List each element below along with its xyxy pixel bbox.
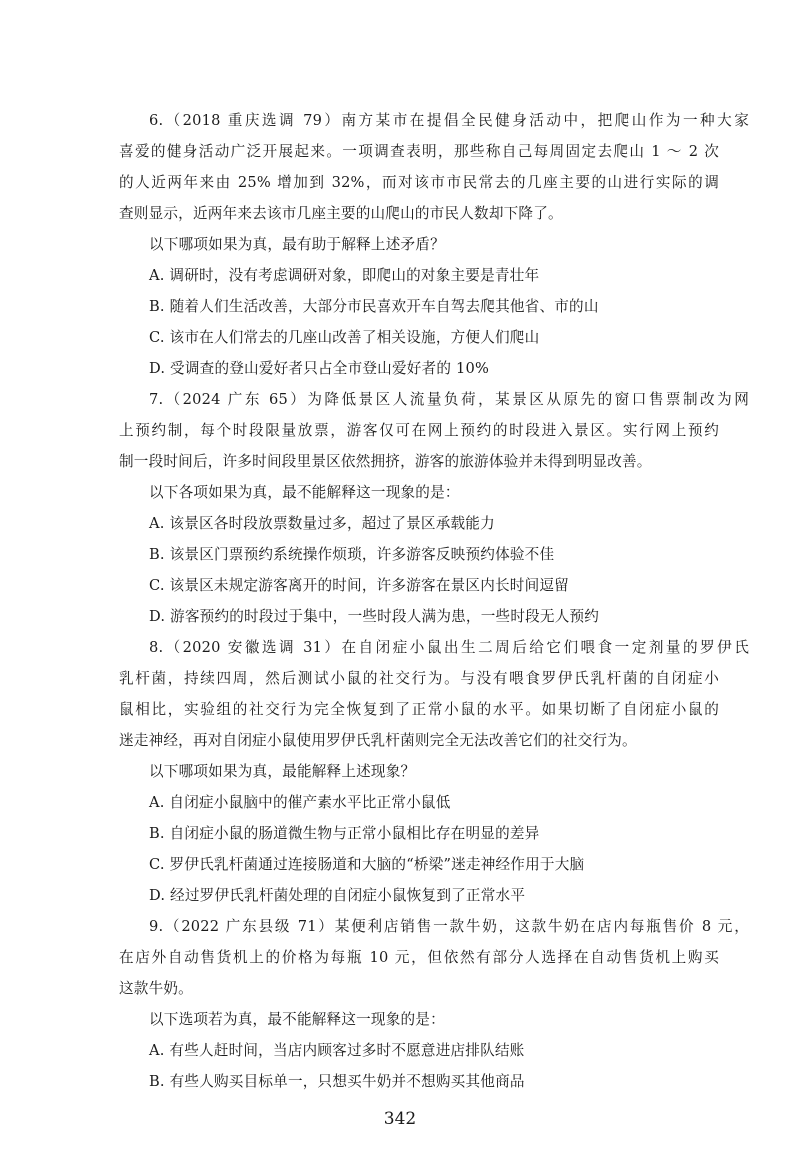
question-7-prompt: 以下各项如果为真，最不能解释这一现象的是： — [149, 484, 460, 501]
question-6-option-a: A. 调研时，没有考虑调研对象，即爬山的对象主要是青壮年 — [149, 267, 540, 284]
question-8-stem-line-1: 8.（2020 安徽选调 31）在自闭症小鼠出生二周后给它们喂食一定剂量的罗伊氏 — [149, 639, 749, 656]
question-9-stem-line-1: 9.（2022 广东县级 71）某便利店销售一款牛奶，这款牛奶在店内每瓶售价 8 元， — [149, 918, 749, 935]
question-9-option-b: B. 有些人购买目标单一，只想买牛奶并不想购买其他商品 — [149, 1073, 525, 1090]
question-8-stem-line-3: 鼠相比，实验组的社交行为完全恢复到了正常小鼠的水平。如果切断了自闭症小鼠的 — [119, 701, 719, 718]
question-7-option-b: B. 该景区门票预约系统操作烦琐，许多游客反映预约体验不佳 — [149, 546, 555, 563]
question-6-option-c: C. 该市在人们常去的几座山改善了相关设施，方便人们爬山 — [149, 329, 540, 346]
question-7-option-c: C. 该景区未规定游客离开的时间，许多游客在景区内长时间逗留 — [149, 577, 569, 594]
question-6-stem-line-3: 的人近两年来由 25% 增加到 32%，而对该市市民常去的几座主要的山进行实际的调 — [119, 174, 719, 191]
question-6-stem-line-4: 查则显示，近两年来去该市几座主要的山爬山的市民人数却下降了。 — [119, 205, 563, 222]
page-number: 342 — [383, 1109, 417, 1129]
question-8-option-d: D. 经过罗伊氏乳杆菌处理的自闭症小鼠恢复到了正常水平 — [149, 887, 526, 904]
question-6-option-d: D. 受调查的登山爱好者只占全市登山爱好者的 10% — [149, 360, 490, 377]
question-7-stem-line-1: 7.（2024 广东 65）为降低景区人流量负荷，某景区从原先的窗口售票制改为网 — [149, 391, 749, 408]
question-9-option-a: A. 有些人赶时间，当店内顾客过多时不愿意进店排队结账 — [149, 1042, 525, 1059]
question-6-prompt: 以下哪项如果为真，最有助于解释上述矛盾？ — [149, 236, 445, 253]
question-6-stem-line-1: 6.（2018 重庆选调 79）南方某市在提倡全民健身活动中，把爬山作为一种大家 — [149, 112, 749, 129]
question-9-stem-line-2: 在店外自动售货机上的价格为每瓶 10 元，但依然有部分人选择在自动售货机上购买 — [119, 949, 719, 966]
question-9-stem-line-3: 这款牛奶。 — [119, 980, 193, 997]
question-6-stem-line-2: 喜爱的健身活动广泛开展起来。一项调查表明，那些称自己每周固定去爬山 1 ～ 2 次 — [119, 143, 719, 160]
question-8-stem-line-4: 迷走神经，再对自闭症小鼠使用罗伊氏乳杆菌则完全无法改善它们的社交行为。 — [119, 732, 637, 749]
question-8-option-b: B. 自闭症小鼠的肠道微生物与正常小鼠相比存在明显的差异 — [149, 825, 540, 842]
question-7-option-d: D. 游客预约的时段过于集中，一些时段人满为患，一些时段无人预约 — [149, 608, 600, 625]
question-6-option-b: B. 随着人们生活改善，大部分市民喜欢开车自驾去爬其他省、市的山 — [149, 298, 599, 315]
question-8-prompt: 以下哪项如果为真，最能解释上述现象？ — [149, 763, 416, 780]
question-8-stem-line-2: 乳杆菌，持续四周，然后测试小鼠的社交行为。与没有喂食罗伊氏乳杆菌的自闭症小 — [119, 670, 719, 687]
question-7-stem-line-2: 上预约制，每个时段限量放票，游客仅可在网上预约的时段进入景区。实行网上预约 — [119, 422, 719, 439]
question-8-option-a: A. 自闭症小鼠脑中的催产素水平比正常小鼠低 — [149, 794, 451, 811]
question-8-option-c: C. 罗伊氏乳杆菌通过连接肠道和大脑的“桥梁”迷走神经作用于大脑 — [149, 856, 585, 873]
question-9-prompt: 以下选项若为真，最不能解释这一现象的是： — [149, 1011, 445, 1028]
question-7-option-a: A. 该景区各时段放票数量过多，超过了景区承载能力 — [149, 515, 495, 532]
question-7-stem-line-3: 制一段时间后，许多时间段里景区依然拥挤，游客的旅游体验并未得到明显改善。 — [119, 453, 652, 470]
